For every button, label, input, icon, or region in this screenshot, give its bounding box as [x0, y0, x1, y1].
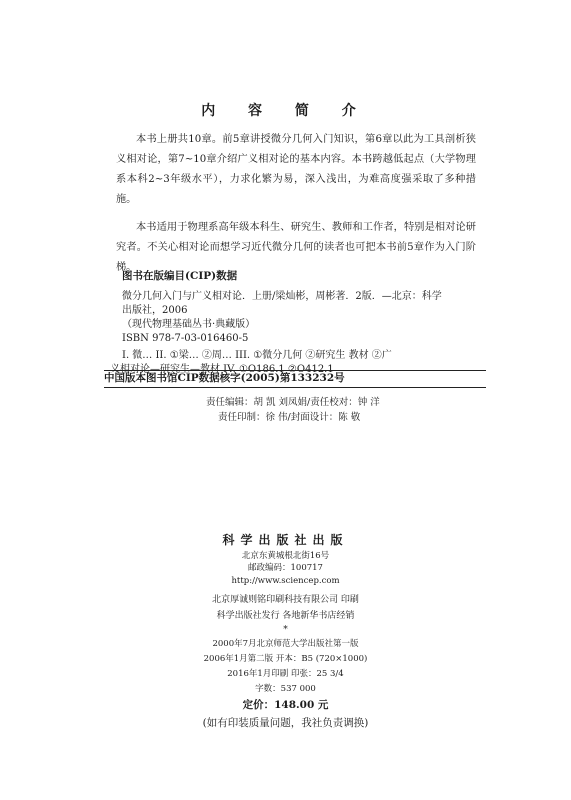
price-label: 定价：148.00 元 — [242, 699, 329, 711]
cip-line: I. 微… II. ①梁… ②周… III. ①微分几何 ②研究生 教材 ②广 — [122, 350, 392, 361]
divider — [104, 370, 486, 371]
summary-paragraph: 本书上册共10章。前5章讲授微分几何入门知识，第6章以此为工具剖析狭义相对论，第7~10章介绍广义相对论的基本内容。本书跨越低起点（大学物理系本科2~3年级水平），力求化繁为易，深入浅出，为难高度强采取了多种措施。 — [116, 134, 476, 205]
cip-line: 出版社，2006 — [122, 305, 188, 316]
edition-line: 2006年1月第二版 开本：B5 (720×1000) — [203, 654, 368, 664]
separator-star: * — [283, 625, 288, 635]
cip-heading: 图书在版编目(CIP)数据 — [122, 270, 238, 282]
quality-note: (如有印装质量问题，我社负责调换) — [202, 717, 369, 729]
edition-line: 2016年1月印刷 印张：25 3/4 — [227, 669, 344, 679]
cip-line: ISBN 978-7-03-016460-5 — [122, 333, 249, 344]
page-title: 内 容 简 介 — [201, 103, 370, 119]
printer-line: 北京厚诚则铭印刷科技有限公司 印刷 — [212, 595, 359, 605]
publisher-postcode: 邮政编码：100717 — [248, 563, 323, 573]
cip-line: 微分几何入门与广义相对论．上册/梁灿彬，周彬著．2版．—北京：科学 — [122, 291, 442, 302]
edition-line: 字数：537 000 — [255, 684, 316, 694]
distributor-line: 科学出版社发行 各地新华书店经销 — [216, 611, 355, 621]
production-credits: 责任印制：徐 伟/封面设计：陈 敬 — [218, 412, 361, 423]
editor-credits: 责任编辑：胡 凯 刘凤娟/责任校对：钟 洋 — [206, 397, 380, 408]
cip-number: 中国版本图书馆CIP数据核字(2005)第133232号 — [104, 372, 345, 384]
cip-line: （现代物理基础丛书·典藏版） — [122, 319, 256, 330]
publisher-address: 北京东黄城根北街16号 — [241, 551, 330, 561]
publisher-name: 科学出版社出版 — [222, 533, 349, 547]
publisher-website: http://www.sciencep.com — [231, 576, 340, 586]
divider — [104, 387, 486, 388]
summary-paragraph: 本书适用于物理系高年级本科生、研究生、教师和工作者，特别是相对论研究者。不关心相对论而想学习近代微分几何的读者也可把本书前5章作为入门阶梯。 — [116, 222, 476, 273]
summary-block — [116, 130, 476, 286]
edition-line: 2000年7月北京师范大学出版社第一版 — [212, 639, 359, 649]
